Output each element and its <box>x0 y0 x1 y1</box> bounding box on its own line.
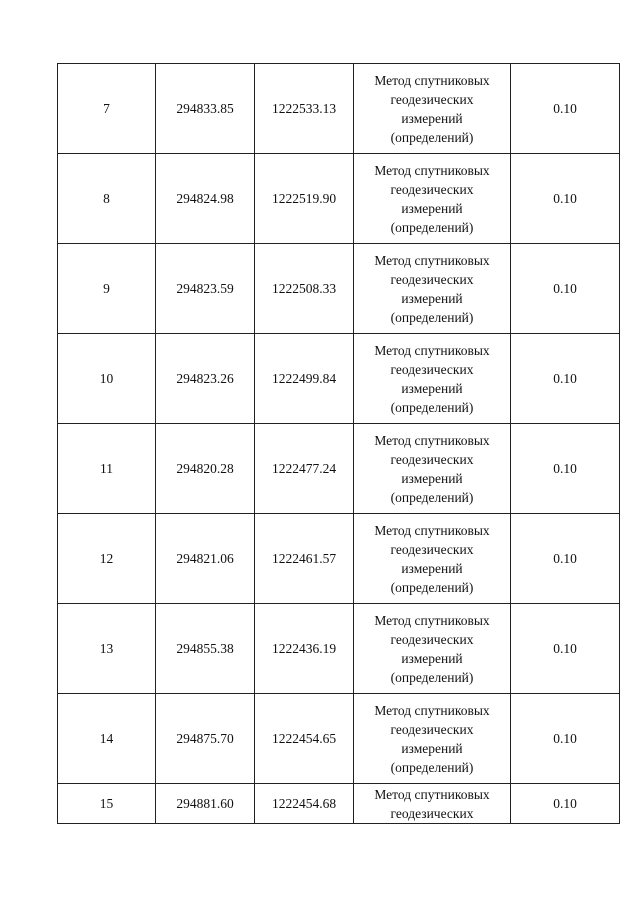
method-cell <box>354 244 511 334</box>
method-line: Метод спутниковых <box>374 702 490 718</box>
point-number-cell: 9 <box>58 244 156 334</box>
y-coordinate-cell: 1222461.57 <box>255 514 354 604</box>
x-coordinate-cell: 294855.38 <box>156 604 255 694</box>
method-line: (определений) <box>390 129 474 145</box>
method-line: Метод спутниковых <box>374 162 490 178</box>
accuracy-cell: 0.10 <box>511 514 620 604</box>
method-line: Метод спутниковых <box>374 432 490 448</box>
point-number-cell: 7 <box>58 64 156 154</box>
method-line: Метод спутниковых <box>374 787 490 802</box>
x-coordinate-cell: 294833.85 <box>156 64 255 154</box>
method-line: геодезических <box>390 541 474 557</box>
table-row <box>58 424 620 514</box>
method-line: геодезических <box>390 721 474 737</box>
x-coordinate-cell: 294881.60 <box>156 784 255 824</box>
method-line: измерений <box>401 110 463 126</box>
method-line: измерений <box>401 380 463 396</box>
method-line: Метод спутниковых <box>374 342 490 358</box>
method-line: геодезических <box>390 631 474 647</box>
method-line: (определений) <box>390 489 474 505</box>
method-line: (определений) <box>390 579 474 595</box>
method-line: геодезических <box>390 91 474 107</box>
accuracy-cell: 0.10 <box>511 424 620 514</box>
table-row <box>58 514 620 604</box>
accuracy-cell: 0.10 <box>511 64 620 154</box>
y-coordinate-cell: 1222454.65 <box>255 694 354 784</box>
y-coordinate-cell: 1222499.84 <box>255 334 354 424</box>
table-row <box>58 334 620 424</box>
point-number-cell: 13 <box>58 604 156 694</box>
x-coordinate-cell: 294820.28 <box>156 424 255 514</box>
point-number-cell: 15 <box>58 784 156 824</box>
method-line: Метод спутниковых <box>374 72 490 88</box>
table-row <box>58 784 620 824</box>
accuracy-cell: 0.10 <box>511 784 620 824</box>
x-coordinate-cell: 294823.59 <box>156 244 255 334</box>
x-coordinate-cell: 294824.98 <box>156 154 255 244</box>
method-line: геодезических <box>390 361 474 377</box>
method-cell <box>354 334 511 424</box>
table-row <box>58 154 620 244</box>
method-line: (определений) <box>390 309 474 325</box>
method-line: (определений) <box>390 759 474 775</box>
method-line: (определений) <box>390 219 474 235</box>
y-coordinate-cell: 1222477.24 <box>255 424 354 514</box>
table-row <box>58 64 620 154</box>
y-coordinate-cell: 1222436.19 <box>255 604 354 694</box>
table-row <box>58 694 620 784</box>
point-number-cell: 8 <box>58 154 156 244</box>
method-cell <box>354 604 511 694</box>
point-number-cell: 10 <box>58 334 156 424</box>
method-line: измерений <box>401 470 463 486</box>
accuracy-cell: 0.10 <box>511 154 620 244</box>
method-cell <box>354 694 511 784</box>
accuracy-cell: 0.10 <box>511 244 620 334</box>
method-line: измерений <box>401 740 463 756</box>
method-line: геодезических <box>390 181 474 197</box>
method-cell <box>354 514 511 604</box>
y-coordinate-cell: 1222508.33 <box>255 244 354 334</box>
method-cell <box>354 154 511 244</box>
method-line: (определений) <box>390 399 474 415</box>
method-line: геодезических <box>390 451 474 467</box>
method-line: (определений) <box>390 669 474 685</box>
accuracy-cell: 0.10 <box>511 694 620 784</box>
method-line: Метод спутниковых <box>374 522 490 538</box>
method-cell <box>354 64 511 154</box>
method-cell <box>354 784 511 824</box>
method-cell <box>354 424 511 514</box>
table-row <box>58 244 620 334</box>
method-line: геодезических <box>390 806 474 821</box>
method-line: геодезических <box>390 271 474 287</box>
method-line: измерений <box>401 560 463 576</box>
point-number-cell: 11 <box>58 424 156 514</box>
coordinates-table-body <box>58 64 620 824</box>
x-coordinate-cell: 294821.06 <box>156 514 255 604</box>
x-coordinate-cell: 294875.70 <box>156 694 255 784</box>
method-line: Метод спутниковых <box>374 612 490 628</box>
table-row <box>58 604 620 694</box>
coordinates-table <box>57 63 620 824</box>
method-line: Метод спутниковых <box>374 252 490 268</box>
point-number-cell: 14 <box>58 694 156 784</box>
method-line: измерений <box>401 200 463 216</box>
x-coordinate-cell: 294823.26 <box>156 334 255 424</box>
y-coordinate-cell: 1222533.13 <box>255 64 354 154</box>
method-line: измерений <box>401 290 463 306</box>
y-coordinate-cell: 1222454.68 <box>255 784 354 824</box>
y-coordinate-cell: 1222519.90 <box>255 154 354 244</box>
accuracy-cell: 0.10 <box>511 604 620 694</box>
point-number-cell: 12 <box>58 514 156 604</box>
accuracy-cell: 0.10 <box>511 334 620 424</box>
method-line: измерений <box>401 650 463 666</box>
